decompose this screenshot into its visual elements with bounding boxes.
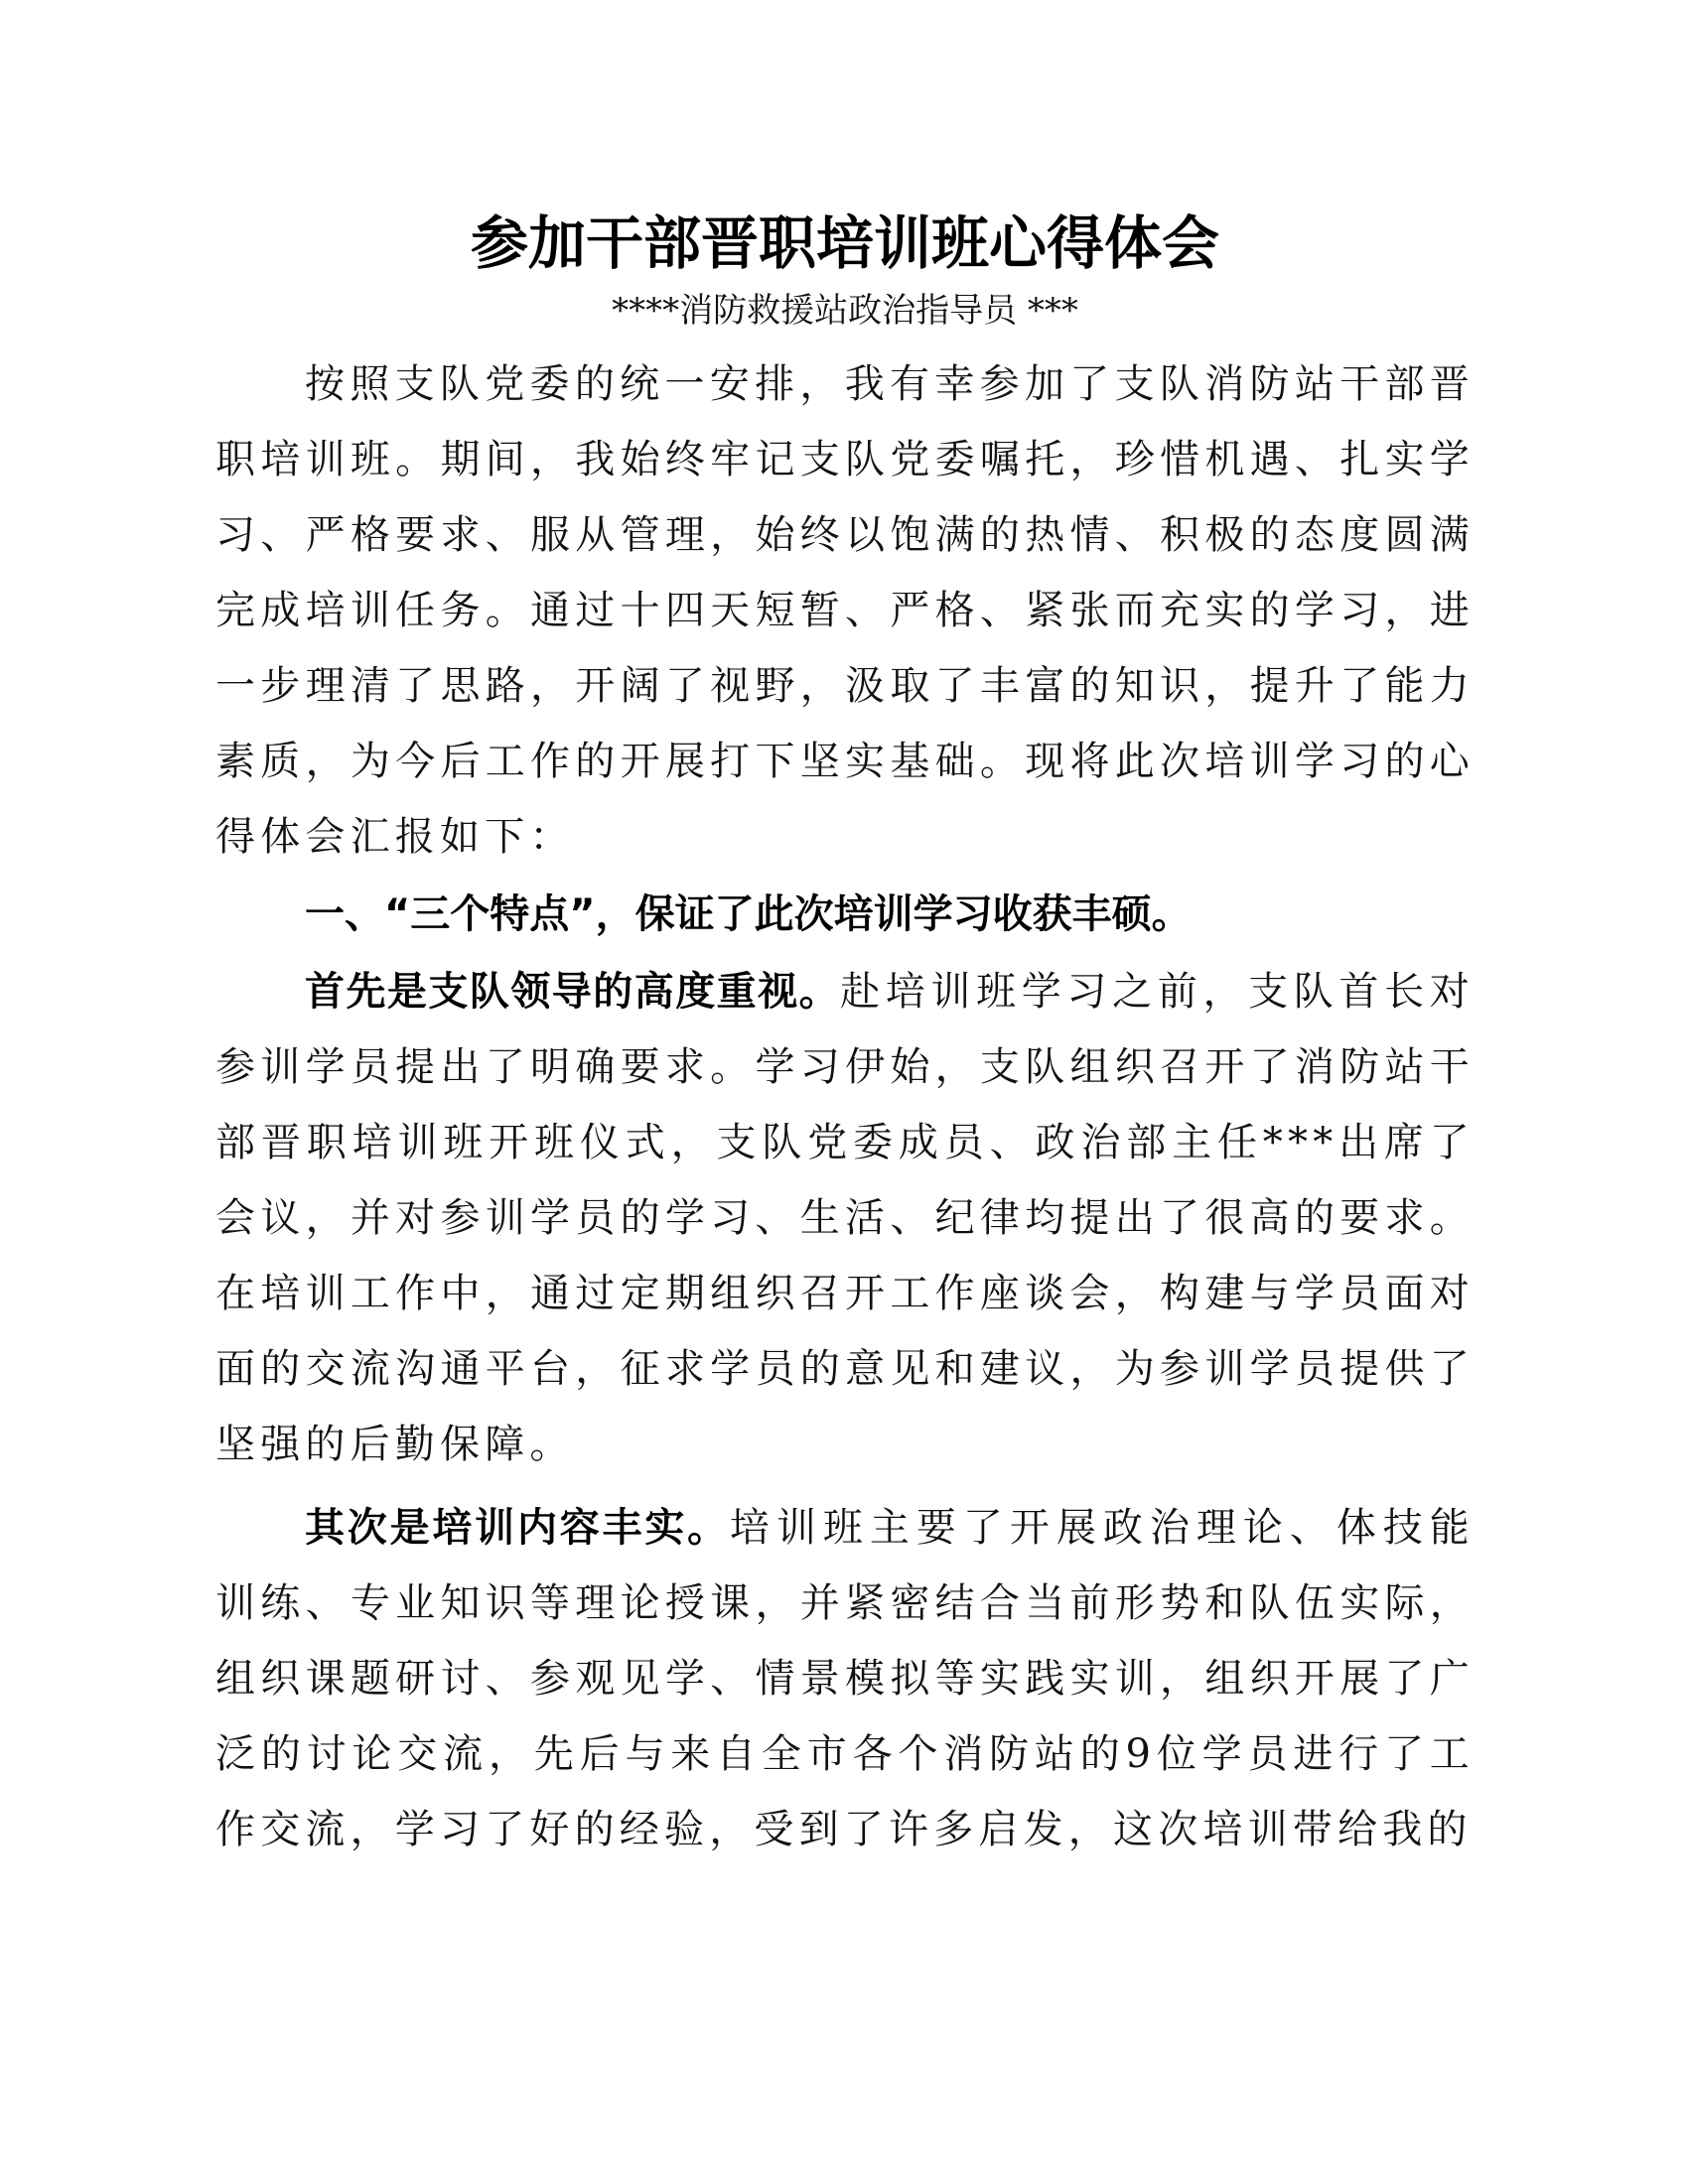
- point-lead-1: 首先是支队领导的高度重视。: [305, 969, 841, 1015]
- document-page: [215, 204, 1475, 1867]
- document-title: 参加干部晋职培训班心得体会: [470, 209, 1219, 277]
- section-heading-1: 一、“三个特点”，保证了此次培训学习收获丰硕。: [305, 891, 1192, 937]
- point-paragraph-1: [215, 954, 1475, 1482]
- point-body-2: 培训班主要了开展政治理论、体技能训练、专业知识等理论授课，并紧密结合当前形势和队伍实际，组织课题研讨、参观见学、情景模拟等实践实训，组织开展了广泛的讨论交流，先后与来自全市各个消防站的9位学员进行了工作交流，学习了好的经验，受到了许多启发，这次培训带给我的: [215, 1505, 1475, 1852]
- author-line: ****消防救援站政治指导员 ***: [612, 291, 1078, 331]
- point-lead-2: 其次是培训内容丰实。: [305, 1505, 730, 1551]
- point-paragraph-2: [215, 1490, 1475, 1867]
- point-body-1: 赴培训班学习之前，支队首长对参训学员提出了明确要求。学习伊始，支队组织召开了消防站干部晋职培训班开班仪式，支队党委成员、政治部主任***出席了会议，并对参训学员的学习、生活、纪律均提出了很高的要求。在培训工作中，通过定期组织召开工作座谈会，构建与学员面对面的交流沟通平台，征求学员的意见和建议，为参训学员提供了坚强的后勤保障。: [215, 969, 1475, 1467]
- intro-paragraph: 按照支队党委的统一安排，我有幸参加了支队消防站干部晋职培训班。期间，我始终牢记支队党委嘱托，珍惜机遇、扎实学习、严格要求、服从管理，始终以饱满的热情、积极的态度圆满完成培训任务。通过十四天短暂、严格、紧张而充实的学习，进一步理清了思路，开阔了视野，汲取了丰富的知识，提升了能力素质，为今后工作的开展打下坚实基础。现将此次培训学习的心得体会汇报如下：: [215, 361, 1475, 860]
